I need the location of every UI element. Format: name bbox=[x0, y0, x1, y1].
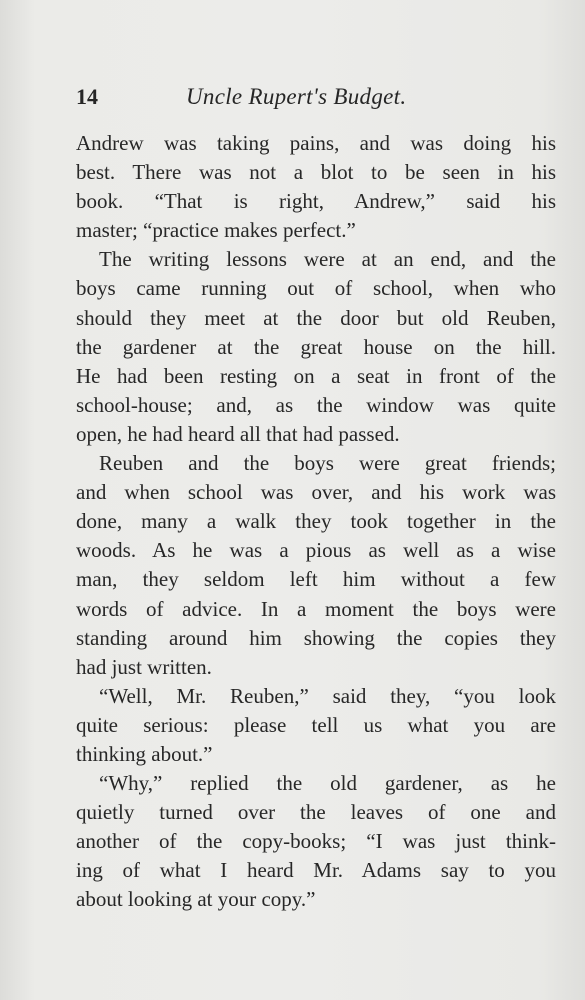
text-line: He had been resting on a seat in front of the bbox=[76, 363, 556, 388]
text-line: words of advice. In a moment the boys were bbox=[76, 596, 556, 621]
text-line: done, many a walk they took together in the bbox=[76, 509, 556, 534]
text-line: ing of what I heard Mr. Adams say to you bbox=[76, 858, 556, 883]
text-line: another of the copy-books; “I was just think- bbox=[76, 829, 556, 854]
text-line: book. “That is right, Andrew,” said his bbox=[76, 189, 556, 214]
text-line: open, he had heard all that had passed. bbox=[76, 421, 400, 446]
text-line: quietly turned over the leaves of one and bbox=[76, 800, 556, 825]
text-line: woods. As he was a pious as well as a wise bbox=[76, 538, 556, 563]
text-line: about looking at your copy.” bbox=[76, 887, 316, 912]
body-text bbox=[76, 129, 556, 915]
text-line: “Well, Mr. Reuben,” said they, “you look bbox=[99, 683, 556, 708]
paragraph bbox=[76, 769, 556, 914]
text-line: quite serious: please tell us what you are bbox=[76, 712, 556, 737]
text-line: and when school was over, and his work was bbox=[76, 480, 556, 505]
text-line: The writing lessons were at an end, and the bbox=[99, 247, 556, 272]
book-title: Uncle Rupert's Budget. bbox=[186, 84, 407, 109]
paragraph bbox=[76, 245, 556, 449]
text-line: had just written. bbox=[76, 654, 212, 679]
text-line: best. There was not a blot to be seen in his bbox=[76, 160, 556, 185]
page-number: 14 bbox=[76, 84, 98, 109]
paragraph bbox=[76, 449, 556, 682]
text-line: should they meet at the door but old Reuben, bbox=[76, 305, 556, 330]
text-line: Reuben and the boys were great friends; bbox=[99, 451, 556, 476]
text-line: thinking about.” bbox=[76, 741, 213, 766]
text-line: man, they seldom left him without a few bbox=[76, 567, 556, 592]
running-head bbox=[76, 84, 516, 114]
text-line: standing around him showing the copies they bbox=[76, 625, 556, 650]
text-line: boys came running out of school, when who bbox=[76, 276, 556, 301]
text-line: master; “practice makes perfect.” bbox=[76, 218, 356, 243]
text-line: the gardener at the great house on the hill. bbox=[76, 334, 556, 359]
text-line: school-house; and, as the window was quite bbox=[76, 392, 556, 417]
paragraph bbox=[76, 682, 556, 769]
paragraph bbox=[76, 129, 556, 245]
text-line: Andrew was taking pains, and was doing his bbox=[76, 131, 556, 155]
text-line: “Why,” replied the old gardener, as he bbox=[99, 771, 556, 796]
